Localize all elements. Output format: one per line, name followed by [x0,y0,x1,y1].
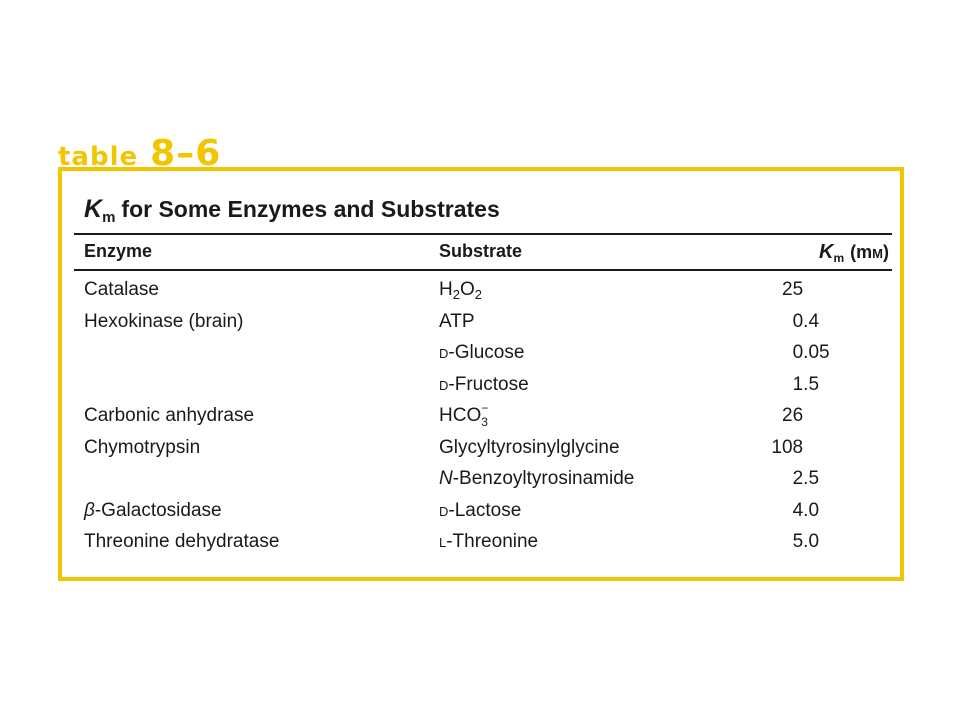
substrate-cell [439,374,529,396]
table-row [62,500,900,532]
table-caption [84,195,500,224]
table-row [62,311,900,343]
table-row [62,531,900,563]
caption-text: for Some Enzymes and Substrates [121,196,500,222]
substrate-cell [439,500,521,522]
top-rule [74,233,892,235]
substrate-text: O [459,279,475,300]
substrate-text: -Glucose [448,342,525,363]
substrate-subscript: 2 [474,287,482,302]
km-cell [752,279,864,301]
km-cell [752,500,864,522]
stereo-prefix: D [439,503,449,519]
header-rule [74,269,892,271]
enzyme-cell: Threonine dehydratase [84,531,280,552]
km-value: 26 [782,405,804,426]
stereo-prefix: D [439,346,449,361]
substrate-text: -Lactose [448,499,522,521]
substrate-cell [439,279,482,301]
km-cell [752,374,864,396]
km-cell [752,405,864,427]
ion-charge [481,401,490,429]
km-value: 0.4 [792,310,820,332]
km-cell [752,468,864,490]
substrate-text: -Threonine [446,531,539,552]
substrate-superscript: − [481,401,489,415]
enzyme-cell: Chymotrypsin [84,436,201,458]
km-cell [752,342,864,364]
header-km-symbol: K [819,241,834,263]
caption-km-subscript: m [102,209,116,226]
stereo-prefix: D [439,377,449,393]
enzyme-cell: Carbonic anhydrase [84,405,255,426]
substrate-italic-prefix: N [439,468,453,489]
km-value: 5.0 [792,531,820,552]
column-header-substrate: Substrate [439,241,523,261]
enzyme-cell: Catalase [84,279,159,300]
substrate-subscript: 3 [481,415,488,429]
km-value: 4.0 [792,499,820,521]
stereo-prefix: L [439,535,447,550]
table-row [62,468,900,500]
enzyme-cell [84,500,222,522]
table-frame [58,167,904,581]
table-row [62,342,900,374]
km-value: 0.05 [792,342,830,363]
header-km-unit-close: ) [883,242,889,262]
substrate-cell [439,401,490,429]
km-cell [752,531,864,553]
substrate-text: H [439,279,453,300]
table-row [62,401,900,437]
table-label-number: 8–6 [150,133,222,174]
table-label-word: table [58,142,139,172]
substrate-subscript: 2 [452,287,460,302]
header-km-unit-small: M [872,246,883,261]
km-cell [752,311,864,333]
substrate-cell: Glycyltyrosinylglycine [439,436,620,458]
header-km-subscript: m [833,251,845,265]
substrate-cell [439,468,634,490]
km-value: 1.5 [792,373,820,395]
column-header-km [762,241,889,264]
table-row [62,437,900,469]
enzyme-text: -Galactosidase [94,499,222,521]
enzyme-greek-prefix: β [84,499,95,521]
table-row [62,279,900,311]
enzyme-cell: Hexokinase (brain) [84,310,244,332]
substrate-text: -Fructose [448,373,529,395]
header-km-unit-open: (m [850,242,873,262]
caption-km-symbol: K [84,195,103,223]
km-value: 2.5 [792,468,820,489]
substrate-text: HCO [439,405,482,426]
km-cell [752,437,864,459]
km-value: 108 [771,436,804,458]
substrate-cell [439,531,538,553]
substrate-cell: ATP [439,310,475,332]
km-value: 25 [782,279,804,300]
column-header-enzyme: Enzyme [84,241,153,261]
substrate-cell [439,342,524,364]
substrate-text: -Benzoyltyrosinamide [452,468,635,489]
table-body [62,279,900,563]
